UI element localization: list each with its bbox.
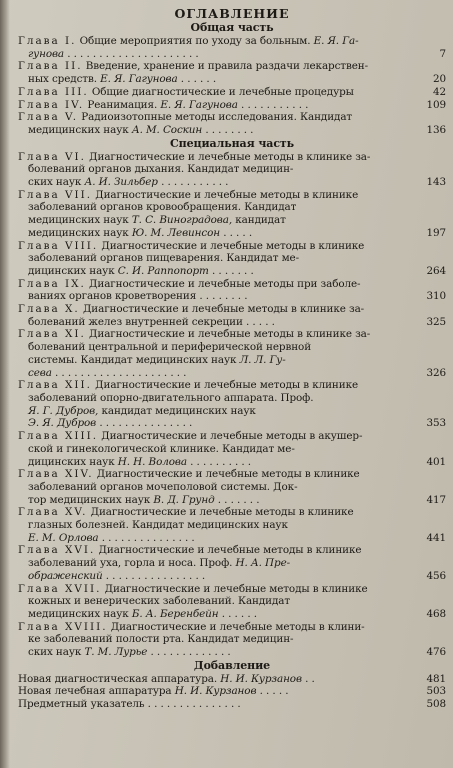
page-number: 468 bbox=[426, 607, 446, 620]
entry-title-text: Новая лечебная аппаратура bbox=[18, 685, 175, 698]
toc-entry-line bbox=[18, 124, 420, 137]
toc-entry-line bbox=[18, 544, 420, 557]
toc-entry-line bbox=[18, 151, 420, 164]
entry-title-text: Введение, хранение и правила раздачи лекарствен- bbox=[85, 60, 368, 73]
entry-leader: . . . . . . . . . . . . . . . . . . . . . bbox=[64, 47, 199, 60]
entry-title-text: ских наук bbox=[28, 176, 85, 189]
entry-title-text: заболеваний органов мочеполовой системы. Док- bbox=[28, 480, 298, 493]
toc-entry bbox=[18, 430, 446, 468]
chapter-number: Глава VIII. bbox=[18, 239, 99, 252]
entry-author: Ю. М. Левинсон bbox=[131, 226, 221, 239]
chapter-number: Глава XI. bbox=[18, 328, 86, 341]
chapter-number: Глава X. bbox=[18, 303, 80, 316]
toc-entry-line bbox=[18, 73, 420, 86]
toc-entry bbox=[18, 278, 446, 303]
toc-entry-line bbox=[18, 417, 420, 430]
toc-entry-line bbox=[18, 456, 420, 469]
toc-entry-line bbox=[18, 111, 420, 124]
page-number: 417 bbox=[426, 493, 446, 506]
toc-entry-line bbox=[18, 201, 420, 214]
entry-leader: . . bbox=[301, 672, 315, 685]
toc-entry-line bbox=[18, 633, 420, 646]
page-number: 353 bbox=[426, 417, 446, 430]
toc-entry bbox=[18, 379, 446, 430]
entry-author: С. И. Раппопорт bbox=[117, 264, 209, 277]
entry-author: Н. Н. Волова bbox=[117, 455, 187, 468]
chapter-number: Глава XIV. bbox=[18, 468, 94, 481]
entry-title-text: Диагностические и лечебные методы в клинике bbox=[95, 188, 359, 201]
entry-title-text: ских наук bbox=[28, 646, 85, 659]
toc-entry-line bbox=[18, 621, 420, 634]
entry-leader: . . . . . . . . bbox=[196, 290, 248, 303]
toc-entry-line bbox=[18, 494, 420, 507]
toc-entry bbox=[18, 111, 446, 136]
entry-leader: . . . . . . . . . . . . . bbox=[147, 646, 231, 659]
entry-author: Н. А. Пре- bbox=[235, 557, 291, 570]
entry-title-text: Диагностические и лечебные методы в клини- bbox=[110, 620, 365, 633]
toc-entry-line bbox=[18, 506, 420, 519]
chapter-number: Глава XVI. bbox=[18, 544, 96, 557]
toc-entry-line bbox=[18, 290, 420, 303]
toc-entry bbox=[18, 60, 446, 85]
page-number: 441 bbox=[426, 531, 446, 544]
toc-entry-line bbox=[18, 570, 420, 583]
toc-entry-line bbox=[18, 328, 420, 341]
toc-entry-line bbox=[18, 698, 420, 711]
toc-entry-line bbox=[18, 176, 420, 189]
toc-entry-line bbox=[18, 354, 420, 367]
entry-title-text: Диагностические и лечебные методы в клинике bbox=[96, 468, 360, 481]
entry-title-text: Диагностические и лечебные методы в клинике bbox=[95, 379, 359, 392]
toc-entry-line bbox=[18, 341, 420, 354]
entry-leader: . . . . . bbox=[242, 315, 275, 328]
entry-title-text: ных средств. bbox=[28, 73, 101, 86]
entry-author: В. Д. Грунд bbox=[153, 493, 215, 506]
toc-entry-line bbox=[18, 673, 420, 686]
toc-entry-line bbox=[18, 60, 420, 73]
entry-title-text: болеваний центральной и периферической нервной bbox=[28, 341, 312, 354]
entry-leader: . . . . . . . . . . . bbox=[157, 176, 229, 189]
table-of-contents bbox=[18, 6, 446, 711]
toc-entry bbox=[18, 468, 446, 506]
toc-entry-line bbox=[18, 583, 420, 596]
entry-author: Е. Я. Гагунова bbox=[160, 98, 238, 111]
entry-author: Н. И. Курзанов bbox=[220, 672, 302, 685]
toc-entry-line bbox=[18, 303, 420, 316]
entry-title-text: болеваний органов дыхания. Кандидат медицин- bbox=[28, 163, 294, 176]
toc-entry-line bbox=[18, 163, 420, 176]
entry-author: Н. И. Курзанов bbox=[174, 685, 257, 698]
entry-title-text: Диагностические и лечебные методы в акушер- bbox=[101, 430, 363, 443]
entry-leader: кандидат bbox=[232, 214, 286, 227]
toc-entry-line bbox=[18, 214, 420, 227]
toc-entry bbox=[18, 685, 446, 698]
toc-entry-line bbox=[18, 443, 420, 456]
toc-entry bbox=[18, 544, 446, 582]
toc-entry-line bbox=[18, 595, 420, 608]
entry-leader: . . . . . . . . bbox=[202, 123, 254, 136]
entry-title-text: Предметный указатель bbox=[18, 698, 145, 711]
chapter-number: Глава VII. bbox=[18, 188, 93, 201]
toc-entry bbox=[18, 35, 446, 60]
entry-author: Е. М. Орлова bbox=[28, 531, 99, 544]
toc-entry bbox=[18, 506, 446, 544]
toc-entry-line bbox=[18, 608, 420, 621]
entry-title-text: Реанимация. bbox=[87, 98, 161, 111]
entry-author: гунова bbox=[28, 47, 65, 60]
entry-title-text: Диагностические и лечебные методы в клинике за- bbox=[89, 150, 371, 163]
toc-entry bbox=[18, 328, 446, 379]
entry-title-text: Диагностические и лечебные методы в клинике bbox=[101, 239, 365, 252]
page-number: 42 bbox=[432, 85, 446, 98]
entry-title-text: заболеваний уха, горла и носа. Проф. bbox=[28, 557, 236, 570]
toc-entry-line bbox=[18, 646, 420, 659]
toc-entry-line bbox=[18, 48, 420, 61]
toc-entry-line bbox=[18, 557, 420, 570]
chapter-number: Глава IV. bbox=[18, 98, 85, 111]
toc-entry-line bbox=[18, 99, 420, 112]
page-number: 401 bbox=[426, 455, 446, 468]
chapter-number: Глава XII. bbox=[18, 379, 92, 392]
toc-entry-line bbox=[18, 252, 420, 265]
entry-title-text: дицинских наук bbox=[28, 455, 118, 468]
entry-author: Е. Я. Га- bbox=[313, 35, 359, 47]
page-number: 20 bbox=[432, 73, 446, 86]
toc-entry bbox=[18, 621, 446, 659]
entry-author: А. И. Зильбер bbox=[84, 176, 158, 189]
toc-entry-line bbox=[18, 86, 420, 99]
toc-entry bbox=[18, 583, 446, 621]
entry-author: Б. А. Беренбейн bbox=[131, 607, 219, 620]
page-number: 508 bbox=[426, 698, 446, 711]
entry-title-text: Диагностические и лечебные методы в клинике bbox=[98, 544, 362, 557]
toc-entry bbox=[18, 240, 446, 278]
toc-entry-line bbox=[18, 265, 420, 278]
toc-entry bbox=[18, 189, 446, 240]
page-number: 326 bbox=[426, 366, 446, 379]
toc-entry-line bbox=[18, 35, 420, 48]
entry-title-text: медицинских наук bbox=[28, 123, 132, 136]
toc-entry bbox=[18, 99, 446, 112]
toc-entry-line bbox=[18, 227, 420, 240]
entry-author: Э. Я. Дубров bbox=[28, 417, 97, 430]
entry-title-text: кожных и венерических заболеваний. Кандидат bbox=[28, 595, 291, 608]
entry-title-text: системы. Кандидат медицинских наук bbox=[28, 353, 240, 366]
toc-entry-line bbox=[18, 519, 420, 532]
chapter-number: Глава V. bbox=[18, 111, 79, 124]
toc-entry bbox=[18, 151, 446, 189]
page-number: 481 bbox=[426, 672, 446, 685]
entry-author: Т. М. Лурье bbox=[84, 646, 148, 659]
entry-title-text: медицинских наук bbox=[28, 226, 132, 239]
chapter-number: Глава III. bbox=[18, 85, 89, 98]
chapter-number: Глава XVIII. bbox=[18, 620, 108, 633]
entry-title-text: Диагностические и лечебные методы в клинике за- bbox=[82, 303, 365, 316]
entry-leader: . . . . . . . . . . . bbox=[237, 98, 309, 111]
toc-entry-line bbox=[18, 392, 420, 405]
entry-title-text: заболеваний опорно-двигательного аппарата. Проф. bbox=[28, 391, 314, 404]
entry-title-text: Общие диагностические и лечебные процедуры bbox=[91, 85, 354, 98]
entry-author: ображенский bbox=[28, 569, 103, 582]
toc-entry-line bbox=[18, 468, 420, 481]
entry-leader: . . . . . . . . . . bbox=[186, 455, 251, 468]
chapter-number: Глава XIII. bbox=[18, 430, 99, 443]
entry-leader: . . . . . . . . . . . . . . . . . . . . . bbox=[51, 366, 187, 379]
page-number: 109 bbox=[426, 98, 446, 111]
toc-entry-line bbox=[18, 316, 420, 329]
toc-entry-line bbox=[18, 189, 420, 202]
entry-title-text: Общие мероприятия по уходу за больным. bbox=[79, 35, 314, 47]
entry-author: Я. Г. Дубров, bbox=[28, 404, 99, 417]
toc-entry-line bbox=[18, 240, 420, 253]
entry-title-text: тор медицинских наук bbox=[28, 493, 154, 506]
chapter-number: Глава II. bbox=[18, 60, 83, 73]
entry-leader: . . . . . . . bbox=[208, 264, 254, 277]
entry-leader: . . . . . bbox=[256, 685, 289, 698]
entry-leader: кандидат медицинских наук bbox=[98, 404, 256, 417]
chapter-number: Глава IX. bbox=[18, 277, 86, 290]
section-heading: Добавление bbox=[193, 658, 271, 672]
entry-leader: . . . . . . bbox=[218, 607, 257, 620]
page-number: 7 bbox=[439, 47, 446, 60]
toc-entry-line bbox=[18, 481, 420, 494]
entry-title-text: медицинских наук bbox=[28, 214, 132, 227]
chapter-number: Глава XVII. bbox=[18, 582, 102, 595]
book-spine-shadow bbox=[0, 0, 10, 768]
entry-author: сева bbox=[28, 366, 52, 379]
entry-title-text: ваниях органов кроветворения bbox=[28, 290, 197, 303]
entry-author: Л. Л. Гу- bbox=[239, 353, 286, 366]
toc-entry-line bbox=[18, 379, 420, 392]
toc-entry bbox=[18, 303, 446, 328]
entry-author: А. М. Соскин bbox=[131, 123, 203, 136]
entry-title-text: Диагностические и лечебные методы в клинике bbox=[90, 506, 354, 519]
toc-entry-line bbox=[18, 367, 420, 380]
entry-title-text: Новая диагностическая аппаратура. bbox=[18, 672, 221, 685]
page-number: 310 bbox=[426, 290, 446, 303]
section-heading: Специальная часть bbox=[169, 136, 295, 150]
entry-title-text: ской и гинекологической клинике. Кандидат ме- bbox=[28, 442, 295, 455]
page-number: 503 bbox=[426, 685, 446, 698]
toc-entry-line bbox=[18, 685, 420, 698]
toc-entry-line bbox=[18, 532, 420, 545]
page-number: 476 bbox=[426, 646, 446, 659]
entry-leader: . . . . . . bbox=[177, 73, 217, 86]
chapter-number: Глава XV. bbox=[18, 506, 88, 519]
entry-leader: . . . . . . . . . . . . . . . bbox=[96, 417, 193, 430]
toc-entry bbox=[18, 86, 446, 99]
chapter-number: Глава VI. bbox=[18, 150, 86, 163]
chapter-number: Глава I. bbox=[18, 35, 77, 47]
toc-entry bbox=[18, 698, 446, 711]
entry-title-text: Диагностические и лечебные методы при заболе- bbox=[89, 277, 361, 290]
page-title: ОГЛАВЛЕНИЕ bbox=[174, 6, 290, 21]
entry-leader: . . . . . . . . . . . . . . . bbox=[98, 531, 195, 544]
entry-leader: . . . . . . . . . . . . . . . . bbox=[102, 569, 206, 582]
page-number: 456 bbox=[426, 569, 446, 582]
page-number: 143 bbox=[426, 176, 446, 189]
toc-entry-line bbox=[18, 405, 420, 418]
entry-leader: . . . . . bbox=[220, 226, 253, 239]
toc-entry bbox=[18, 673, 446, 686]
section-heading: Общая часть bbox=[190, 21, 274, 34]
entry-title-text: медицинских наук bbox=[28, 607, 132, 620]
entry-title-text: болеваний желез внутренней секреции bbox=[28, 315, 243, 328]
entry-author: Е. Я. Гагунова bbox=[100, 73, 178, 86]
page-number: 325 bbox=[426, 315, 446, 328]
entry-title-text: дицинских наук bbox=[28, 264, 118, 277]
entry-title-text: заболеваний органов пищеварения. Кандидат ме- bbox=[28, 252, 300, 265]
page-number: 197 bbox=[426, 226, 446, 239]
entry-title-text: Диагностические и лечебные методы в клинике за- bbox=[89, 328, 371, 341]
entry-title-text: глазных болезней. Кандидат медицинских наук bbox=[28, 519, 288, 532]
entry-leader: . . . . . . . bbox=[214, 493, 260, 506]
entry-title-text: Радиоизотопные методы исследования. Кандидат bbox=[81, 111, 353, 124]
toc-entry-line bbox=[18, 278, 420, 291]
entry-title-text: заболеваний органов кровообращения. Кандидат bbox=[28, 201, 297, 214]
entry-title-text: Диагностические и лечебные методы в клинике bbox=[104, 582, 368, 595]
page-number: 136 bbox=[426, 123, 446, 136]
entry-leader: . . . . . . . . . . . . . . . bbox=[144, 698, 241, 711]
toc-entry-line bbox=[18, 430, 420, 443]
entry-title-text: ке заболеваний полости рта. Кандидат медицин- bbox=[28, 633, 294, 646]
entry-author: Т. С. Виноградова, bbox=[131, 214, 233, 227]
page-number: 264 bbox=[426, 264, 446, 277]
